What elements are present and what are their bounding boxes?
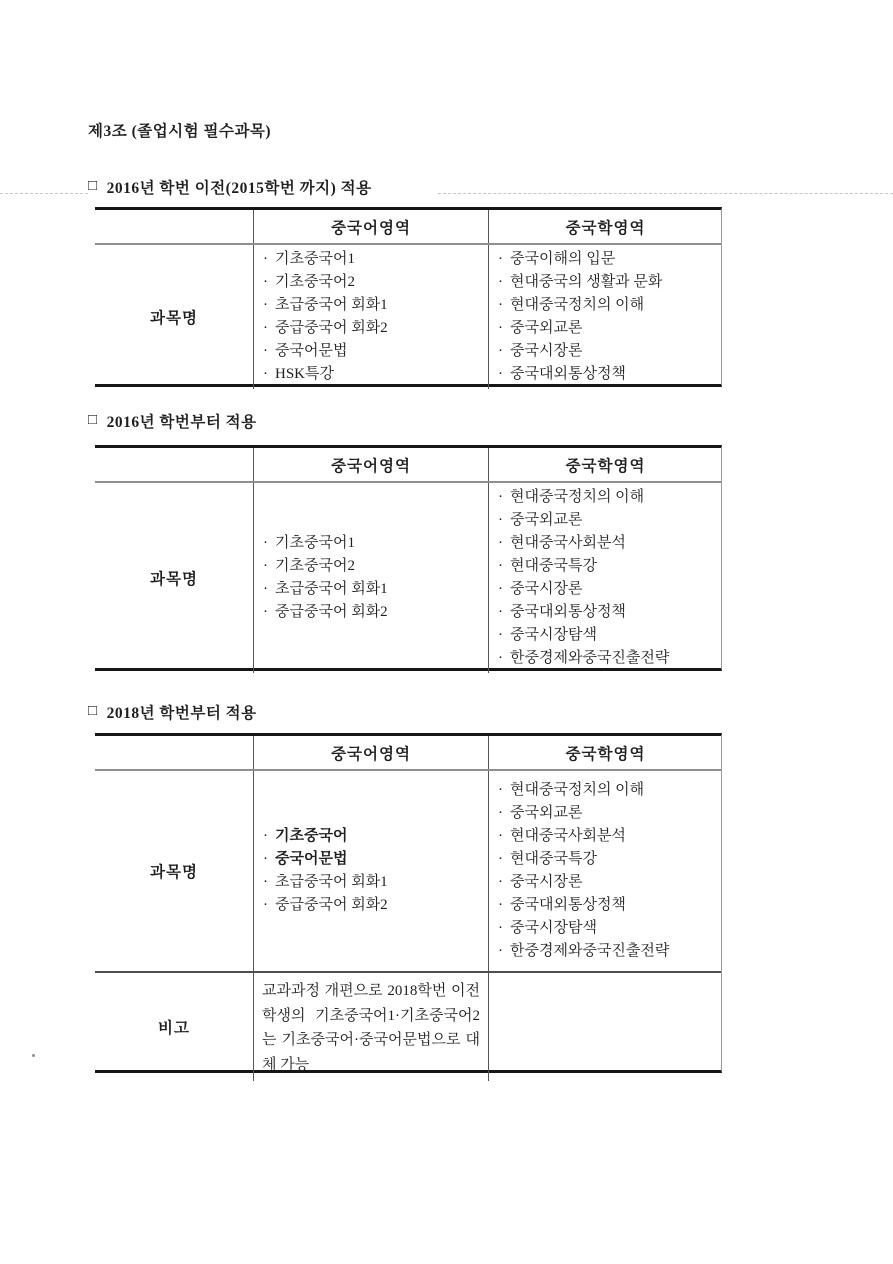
subject-item [260,555,482,578]
bullet-dot-icon: · [498,874,503,890]
checkbox-icon: □ [88,702,98,719]
chinese-studies-subject-list [488,245,722,389]
subject-item-label: 기초중국어1 [275,251,355,267]
subject-item-label: 중국대외통상정책 [510,366,626,382]
subject-item-label: 중국이해의 입문 [510,251,616,267]
chinese-studies-subject-list [488,771,722,971]
bullet-dot-icon: · [263,251,268,267]
bullet-dot-icon: · [263,274,268,290]
document-title: 제3조 (졸업시험 필수과목) [88,123,272,140]
subject-item [260,532,482,555]
subject-item [260,340,482,363]
subject-item [495,894,716,917]
subjects-table-2016-before [95,207,722,387]
chinese-language-subject-list [253,771,488,971]
subject-item-label: 기초중국어2 [275,274,355,290]
bullet-dot-icon: · [498,320,503,336]
subject-item-label: 중국어문법 [275,851,348,867]
subject-item-label: 기초중국어1 [275,535,355,551]
bullet-dot-icon: · [498,920,503,936]
subject-item [260,248,482,271]
scan-artifact-line [438,193,893,194]
bullet-dot-icon: · [498,251,503,267]
bullet-dot-icon: · [263,320,268,336]
bullet-dot-icon: · [498,627,503,643]
bullet-dot-icon: · [498,489,503,505]
subject-item-label: 중국외교론 [510,512,583,528]
subject-item [495,917,716,940]
bullet-dot-icon: · [498,581,503,597]
section-heading-2016-before [88,176,372,198]
header-chinese-language: 중국어영역 [253,736,488,769]
subject-item-label: 초급중국어 회화1 [275,297,388,313]
table-body-row [95,771,721,971]
subject-item [495,294,716,317]
header-chinese-studies: 중국학영역 [488,448,722,481]
subject-item-label: 중국외교론 [510,320,583,336]
subject-item [495,248,716,271]
subject-item [495,317,716,340]
subject-item [495,532,716,555]
bullet-dot-icon: · [498,805,503,821]
header-chinese-language: 중국어영역 [253,210,488,243]
subjects-table-2016-onward [95,445,722,671]
bullet-dot-icon: · [263,366,268,382]
subject-item [495,825,716,848]
bullet-dot-icon: · [498,535,503,551]
row-label-remark: 비고 [158,1020,190,1037]
subject-item-label: 기초중국어 [275,828,348,844]
table-remark-row [95,971,721,1073]
subject-item [495,509,716,532]
subject-item [260,848,482,871]
subject-item [495,802,716,825]
checkbox-icon: □ [88,411,98,428]
subject-item [495,940,716,963]
subject-item [495,601,716,624]
subject-item-label: 중국대외통상정책 [510,604,626,620]
subject-item [260,294,482,317]
subject-item [260,578,482,601]
subject-item [495,271,716,294]
subject-item [495,555,716,578]
row-label-subjects: 과목명 [150,571,198,588]
bullet-dot-icon: · [263,581,268,597]
checkbox-icon: □ [88,177,98,194]
remark-text: 교과과정 개편으로 2018학번 이전학생의 기초중국어1·기초중국어2는 기초중국어·중국어문법으로 대체 가능 [253,973,488,1081]
subject-item-label: 중국외교론 [510,805,583,821]
section-heading-label: 2018년 학번부터 적용 [106,705,257,722]
header-chinese-studies: 중국학영역 [488,210,722,243]
subject-item-label: 현대중국특강 [510,851,597,867]
table-body-row [95,483,721,668]
bullet-dot-icon: · [498,851,503,867]
bullet-dot-icon: · [498,897,503,913]
subject-item [495,486,716,509]
subject-item-label: 현대중국의 생활과 문화 [510,274,663,290]
subject-item-label: 중급중국어 회화2 [275,897,388,913]
header-empty-cell [95,448,253,481]
subject-item [260,871,482,894]
subject-item-label: 중국어문법 [275,343,348,359]
chinese-language-subject-list [253,483,488,673]
subject-item [495,363,716,386]
bullet-dot-icon: · [498,828,503,844]
bullet-dot-icon: · [498,343,503,359]
subject-item [495,340,716,363]
section-heading-label: 2016년 학번부터 적용 [106,414,257,431]
bullet-dot-icon: · [263,604,268,620]
row-label-subjects: 과목명 [150,310,198,327]
bullet-dot-icon: · [263,851,268,867]
subject-item-label: 중국시장론 [510,874,583,890]
subject-item-label: 한중경제와중국진출전략 [510,943,670,959]
subject-item-label: 중국시장탐색 [510,627,597,643]
subject-item [495,848,716,871]
header-empty-cell [95,210,253,243]
subject-item [260,601,482,624]
bullet-dot-icon: · [263,558,268,574]
table-body-row [95,245,721,384]
subject-item-label: 현대중국사회분석 [510,535,626,551]
bullet-dot-icon: · [498,650,503,666]
subject-item-label: 중국시장론 [510,343,583,359]
subject-item-label: 중국대외통상정책 [510,897,626,913]
subject-item [260,894,482,917]
bullet-dot-icon: · [498,782,503,798]
subject-item-label: 중급중국어 회화2 [275,604,388,620]
bullet-dot-icon: · [498,366,503,382]
subject-item-label: 현대중국특강 [510,558,597,574]
bullet-dot-icon: · [263,297,268,313]
subject-item [495,578,716,601]
subject-item-label: 현대중국정치의 이해 [510,782,645,798]
subject-item-label: HSK특강 [275,366,334,382]
subject-item-label: 중국시장론 [510,581,583,597]
subject-item-label: 현대중국사회분석 [510,828,626,844]
bullet-dot-icon: · [498,512,503,528]
header-empty-cell [95,736,253,769]
subject-item-label: 기초중국어2 [275,558,355,574]
scan-artifact-dot [32,1054,35,1057]
bullet-dot-icon: · [263,535,268,551]
subject-item-label: 초급중국어 회화1 [275,581,388,597]
subject-item [260,317,482,340]
remark-empty-cell [488,973,722,1081]
section-heading-label: 2016년 학번 이전(2015학번 까지) 적용 [106,180,372,197]
bullet-dot-icon: · [263,897,268,913]
bullet-dot-icon: · [498,297,503,313]
row-label-subjects: 과목명 [150,864,198,881]
table-header-row [95,210,721,245]
chinese-language-subject-list [253,245,488,389]
bullet-dot-icon: · [263,828,268,844]
bullet-dot-icon: · [263,343,268,359]
header-chinese-studies: 중국학영역 [488,736,722,769]
chinese-studies-subject-list [488,483,722,673]
table-header-row [95,736,721,771]
subject-item [260,825,482,848]
subject-item-label: 한중경제와중국진출전략 [510,650,670,666]
scan-artifact-line [0,193,88,194]
subject-item [495,779,716,802]
bullet-dot-icon: · [498,604,503,620]
subject-item [260,363,482,386]
subject-item [495,647,716,670]
subject-item [495,871,716,894]
header-chinese-language: 중국어영역 [253,448,488,481]
subjects-table-2018-onward [95,733,722,1073]
bullet-dot-icon: · [498,274,503,290]
subject-item-label: 초급중국어 회화1 [275,874,388,890]
table-header-row [95,448,721,483]
subject-item [260,271,482,294]
subject-item-label: 중국시장탐색 [510,920,597,936]
section-heading-2016-onward [88,410,257,432]
subject-item-label: 현대중국정치의 이해 [510,297,645,313]
subject-item-label: 현대중국정치의 이해 [510,489,645,505]
bullet-dot-icon: · [498,558,503,574]
subject-item [495,624,716,647]
subject-item-label: 중급중국어 회화2 [275,320,388,336]
bullet-dot-icon: · [263,874,268,890]
bullet-dot-icon: · [498,943,503,959]
section-heading-2018-onward [88,701,257,723]
